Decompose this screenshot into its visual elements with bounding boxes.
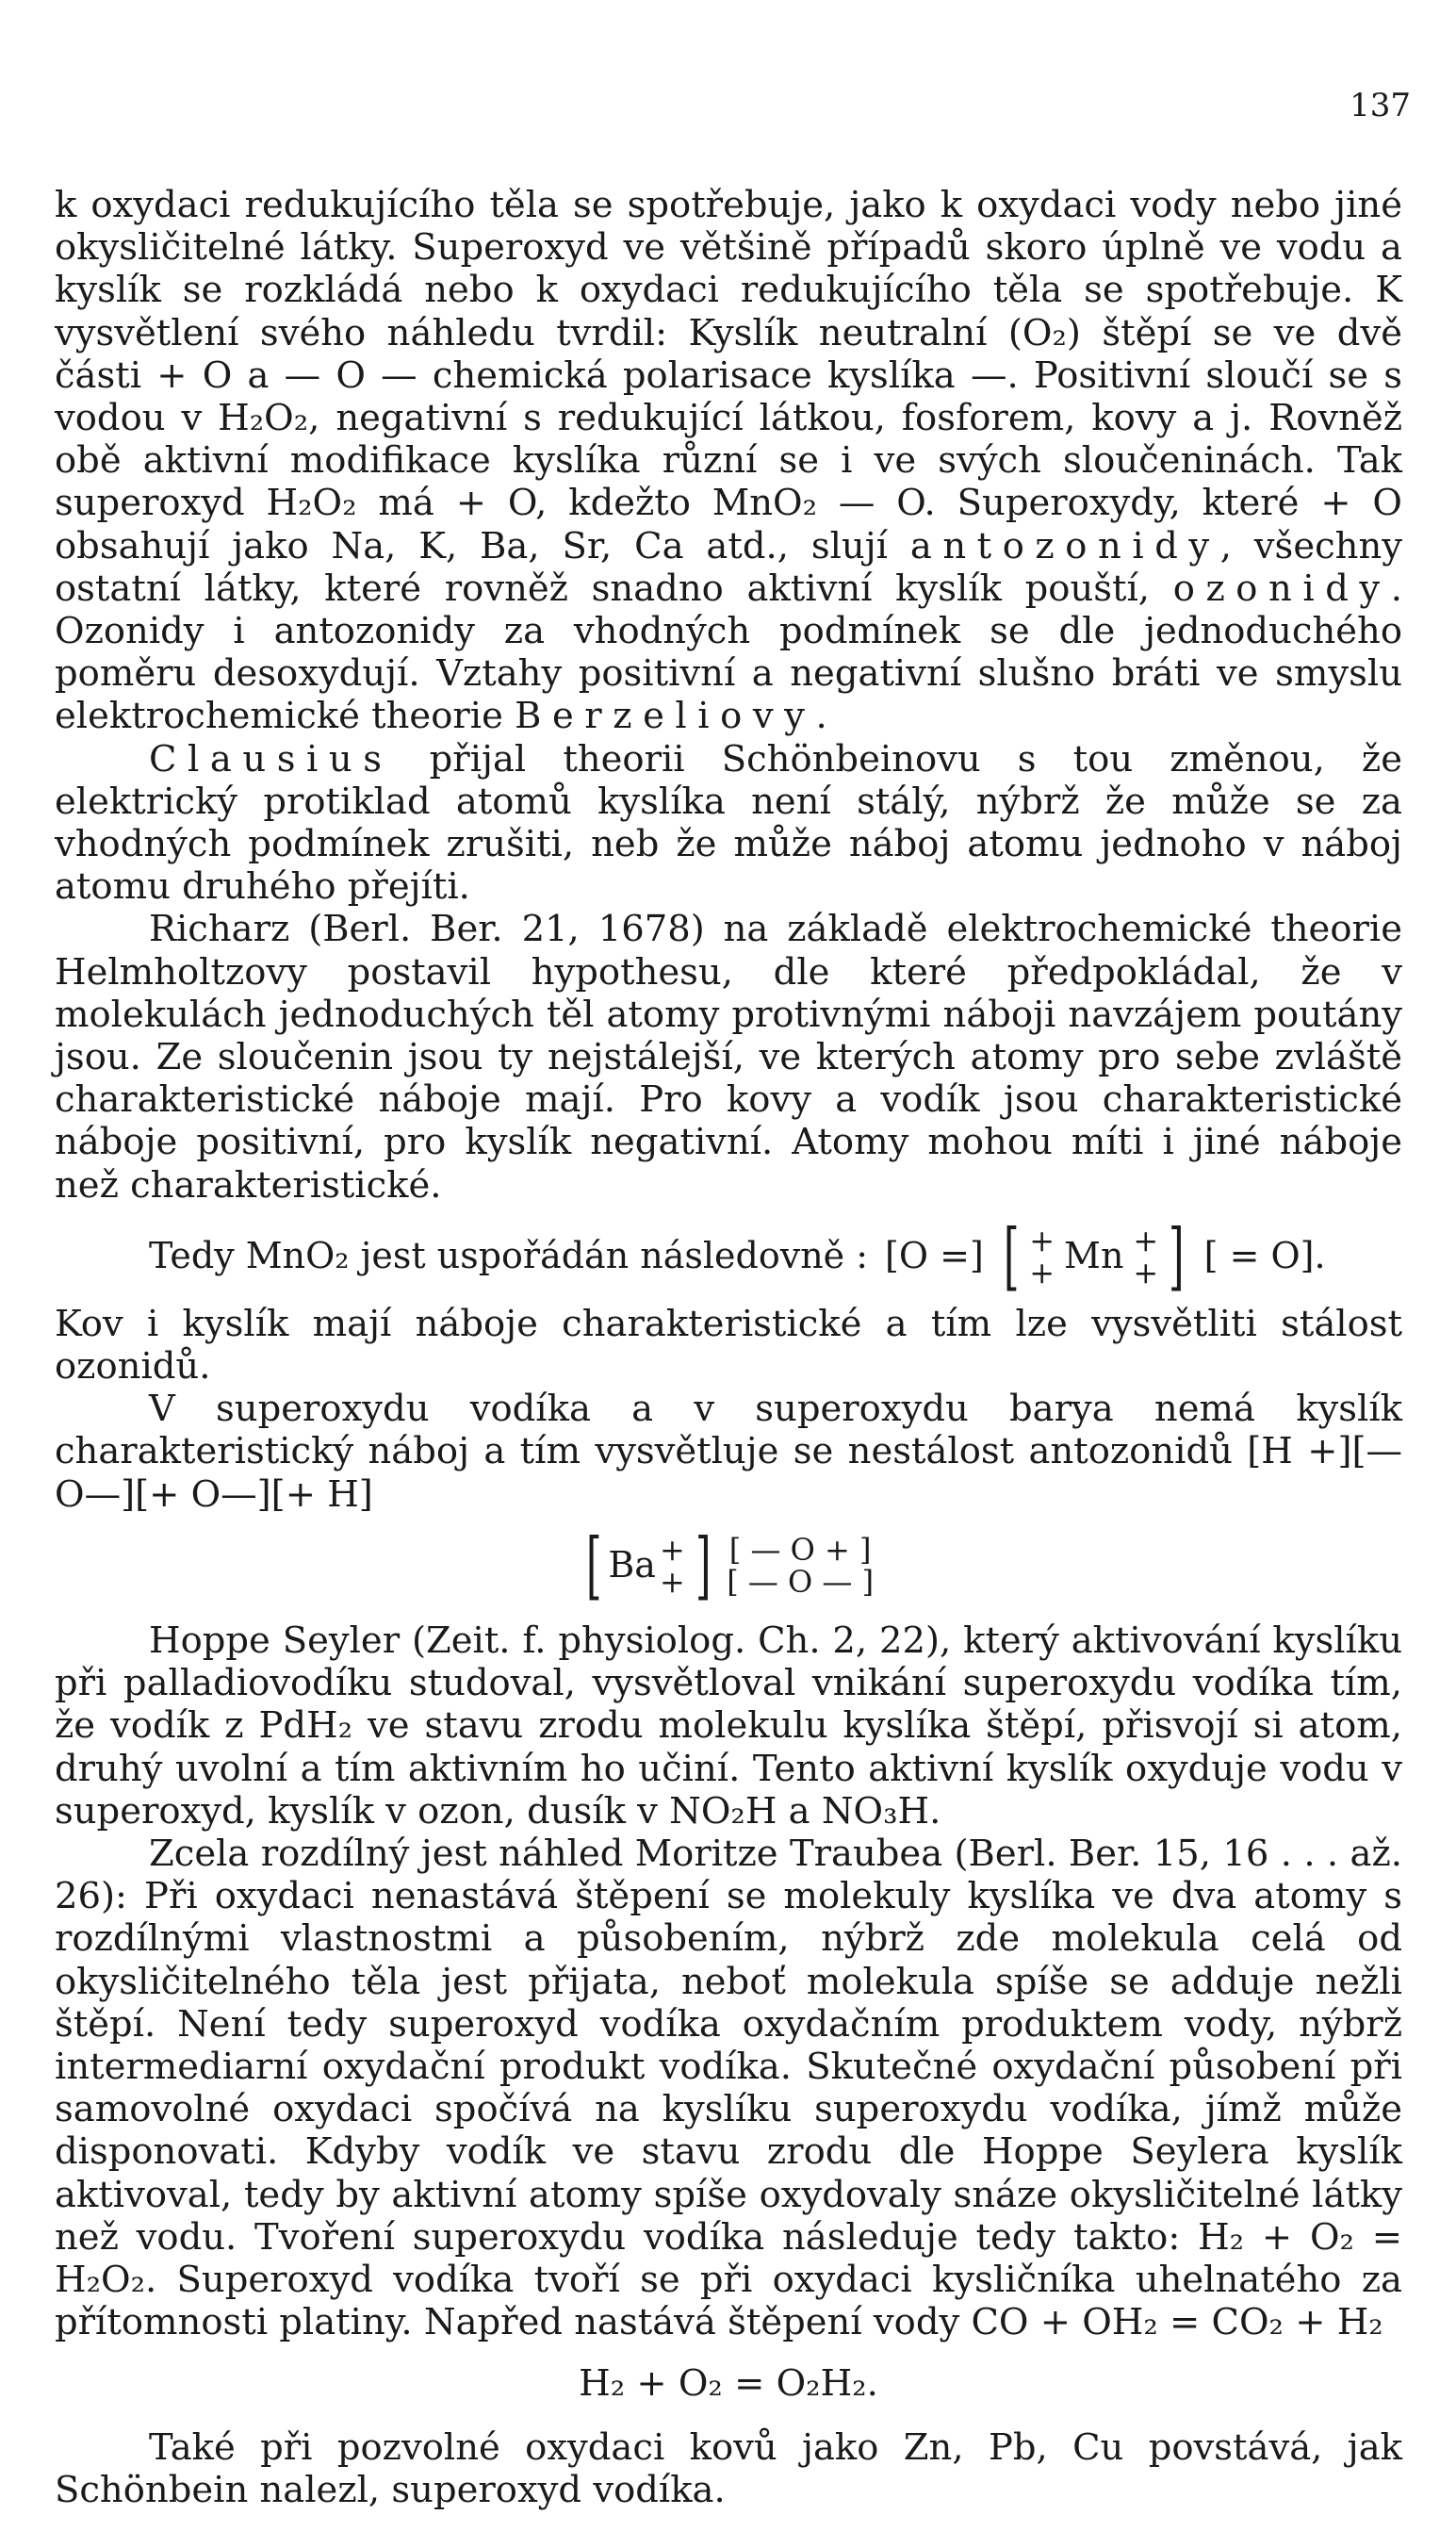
page-number: 137	[1350, 87, 1411, 124]
name-berzelius: Berzeliovy	[515, 695, 816, 738]
paragraph-4: Kov i kyslík mají náboje charakteristické a tím lze vysvětliti stálost ozonidů.	[55, 1302, 1402, 1389]
mn-bracket: [ + + Mn + + ]	[1003, 1213, 1185, 1299]
page-body	[55, 184, 1402, 2511]
term-ozonidy: ozonidy	[1172, 567, 1391, 610]
paragraph-6: Hoppe Seyler (Zeit. f. physiolog. Ch. 2, 22), který aktivování kyslíku při palladiovodíku studoval, vysvětloval vnikání superoxydu vodíka tím, že vodík z PdH₂ ve stavu zrodu molekulu kyslíka štěpí, přisvojí si atom, druhý uvolní a tím aktivním ho učiní. Tento aktivní kyslík oxyduje vodu v superoxyd, kyslík v ozon, dusík v NO₂H a NO₃H.	[55, 1619, 1402, 1833]
name-clausius: Clausius	[149, 737, 393, 781]
paragraph-3: Richarz (Berl. Ber. 21, 1678) na základě elektrochemické theorie Helmholtzovy postavil hypothesu, dle které předpokládal, že v molekulách jednoduchých těl atomy protivnými náboji navzájem poutány jsou. Ze sloučenin jsou ty nejstálejší, ve kterých atomy pro sebe zvláště charakteristické náboje mají. Pro kovy a vodík jsou charakteristické náboje positivní, pro kyslík negativní. Atomy mohou míti i jiné náboje než charakteristické.	[55, 908, 1402, 1207]
paragraph-8: Také při pozvolné oxydaci kovů jako Zn, Pb, Cu povstává, jak Schönbein nalezl, superoxyd vodíka.	[55, 2425, 1402, 2511]
term-antozonidy: antozonidy	[909, 524, 1220, 567]
equation-h2o2: H₂ + O₂ = O₂H₂.	[579, 2362, 878, 2406]
formula-mno2: Tedy MnO₂ jest uspořádán následovně : [O =] [ + + Mn + + ] [ = O].	[149, 1213, 1326, 1299]
paragraph-2: Clausius přijal theorii Schönbeinovu s tou změnou, že elektrický protiklad atomů kyslíka není stálý, nýbrž že může se za vhodných podmínek zrušiti, neb že může náboj atomu jednoho v náboj atomu druhého přejíti.	[55, 737, 1402, 909]
formula-barium: [ Ba + + ] [ — O + ] [ — O — ]	[585, 1522, 875, 1608]
paragraph-1: k oxydaci redukujícího těla se spotřebuje, jako k oxydaci vody nebo jiné okysličitelné látky. Superoxyd ve většině případů skoro úplně ve vodu a kyslík se rozkládá nebo k oxydaci redukujícího těla se spotřebuje. K vysvětlení svého náhledu tvrdil: Kyslík neutralní (O₂) štěpí se ve dvě části + O a — O — chemická polarisace kyslíka —. Positivní sloučí se s vodou v H₂O₂, negativní s redukující látkou, fosforem, kovy a j. Rovněž obě aktivní modifikace kyslíka různí se i ve svých sloučeninách. Tak superoxyd H₂O₂ má + O, kdežto MnO₂ — O. Superoxydy, které + O obsahují jako Na, K, Ba, Sr, Ca atd., slují antozonidy, všechny ostatní látky, které rovněž snadno aktivní kyslík pouští, ozonidy. Ozonidy i antozonidy za vhodných podmínek se dle jednoduchého poměru desoxydují. Vztahy positivní a negativní slušno bráti ve smyslu elektrochemické theorie Berzeliovy.	[55, 184, 1403, 738]
paragraph-5: V superoxydu vodíka a v superoxydu barya nemá kyslík charakteristický náboj a tím vysvětluje se nestálost antozonidů [H +][— O—][+ O—][+ H]	[55, 1388, 1402, 1516]
paragraph-7: Zcela rozdílný jest náhled Moritze Traubea (Berl. Ber. 15, 16 . . . až. 26): Při oxydaci nenastává štěpení se molekuly kyslíka ve dva atomy s rozdílnými vlastnostmi a působením, nýbrž zde molekula celá od okysličitelného těla jest přijata, neboť molekula spíše se adduje nežli štěpí. Není tedy superoxyd vodíka oxydačním produktem vody, nýbrž intermediarní oxydační produkt vodíka. Skutečné oxydační působení při samovolné oxydaci spočívá na kyslíku superoxydu vodíka, jímž může disponovati. Kdyby vodík ve stavu zrodu dle Hoppe Seylera kyslík aktivoval, tedy by aktivní atomy spíše oxydovaly snáze okysličitelné látky než vodu. Tvoření superoxydu vodíka následuje tedy takto: H₂ + O₂ = H₂O₂. Superoxyd vodíka tvoří se při oxydaci kysličníka uhelnatého za přítomnosti platiny. Napřed nastává štěpení vody CO + OH₂ = CO₂ + H₂	[55, 1832, 1402, 2344]
